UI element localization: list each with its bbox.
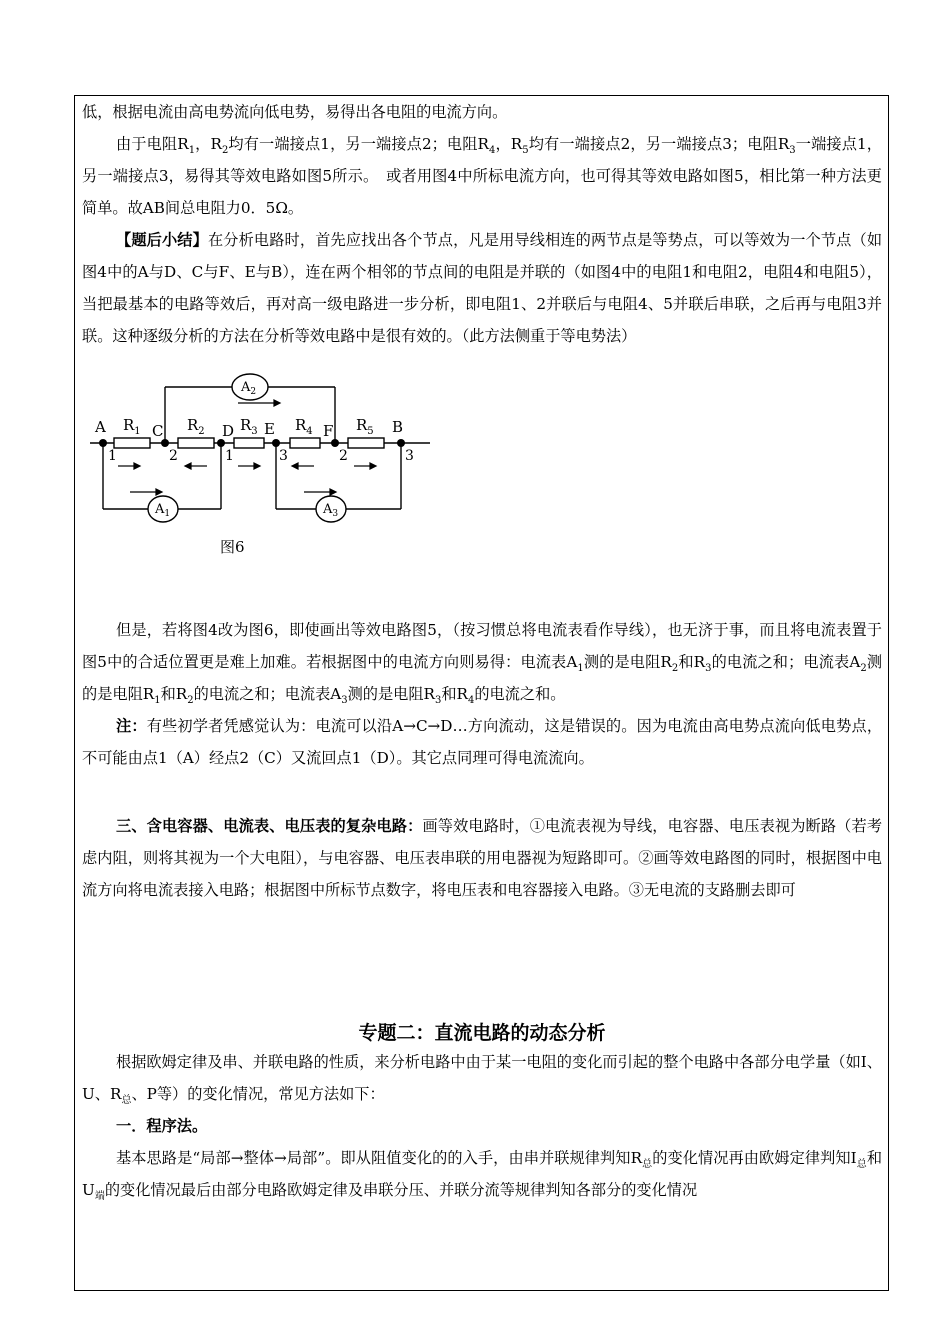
resistor-r5 bbox=[348, 438, 384, 448]
section-three-paragraph: 三、含电容器、电流表、电压表的复杂电路：画等效电路时，①电流表视为导线，电容器、电压表视为断路（若考虑内阻，则将其视为一个大电阻），与电容器、电压表串联的用电器视为短路即可。②画等效电路图的同时，根据图中电流方向将电流表接入电路；根据图中所标节点数字，将电压表和电容器接入电路。③无电流的支路删去即可 bbox=[82, 817, 883, 899]
label-r4: $R_4$ bbox=[295, 416, 313, 437]
node-label-a: A bbox=[95, 418, 106, 436]
method-heading: 一．程序法。 bbox=[116, 1117, 208, 1135]
label-r3: $R_3$ bbox=[240, 416, 258, 437]
point-number: 3 bbox=[279, 448, 288, 464]
document-content bbox=[82, 96, 882, 1206]
point-number: 1 bbox=[225, 448, 234, 464]
point-number: 1 bbox=[108, 448, 117, 464]
paragraph-2: 由于电阻$R_1$，$R_2$均有一端接点1，另一端接点2；电阻$R_4$，$R_5$均有一端接点2，另一端接点3；电阻$R_3$一端接点1，另一端接点3，易得其等效电路如图5所示。 或者用图4中所标电流方向，也可得其等效电路如图5，相比第一种方法更简单。故AB间总电阻力0．5Ω。 bbox=[82, 135, 882, 217]
resistor-r2 bbox=[178, 438, 214, 448]
node-label-b: B bbox=[392, 418, 404, 436]
paragraph-4: 但是，若将图4改为图6，即使画出等效电路图5，（按习惯总将电流表看作导线），也无济于事，而且将电流表置于图5中的合适位置更是难上加难。若根据图中的电流方向则易得：电流表$A_1$测的是电阻$R_2$和$R_3$的电流之和；电流表$A_2$测的是电阻$R_1$和$R_2$的电流之和；电流表$A_3$测的是电阻$R_3$和$R_4$的电流之和。 bbox=[82, 621, 883, 707]
node-label-c: C bbox=[152, 422, 164, 440]
node-label-f: F bbox=[323, 422, 334, 440]
summary-paragraph: 【题后小结】在分析电路时，首先应找出各个节点，凡是用导线相连的两节点是等势点，可以等效为一个节点（如图4中的A与D、C与F、E与B），连在两个相邻的节点间的电阻是并联的（如图4中的电阻1和电阻2，电阻4和电阻5），当把最基本的电路等效后，再对高一级电路进一步分析，即电阻1、2并联后与电阻4、5并联后串联，之后再与电阻3并联。这种逐级分析的方法在分析等效电路中是很有效的。（此方法侧重于等电势法） bbox=[82, 231, 883, 345]
paragraph-7: 根据欧姆定律及串、并联电路的性质，来分析电路中由于某一电阻的变化而引起的整个电路中各部分电学量（如I、U、$R_总$、P等）的变化情况，常见方法如下： bbox=[82, 1053, 882, 1107]
point-number: 2 bbox=[339, 448, 348, 464]
figure-caption: 图6 bbox=[220, 538, 245, 556]
paragraph-1: 低，根据电流由高电势流向低电势，易得出各电阻的电流方向。 bbox=[82, 103, 508, 121]
note-label: 注： bbox=[116, 717, 147, 735]
section-three-heading: 三、含电容器、电流表、电压表的复杂电路： bbox=[116, 817, 423, 835]
paragraph-9: 基本思路是“局部→整体→局部”。即从阻值变化的的入手，由串并联规律判知$R_总$的变化情况再由欧姆定律判知$I_总$和$U_端$的变化情况最后由部分电路欧姆定律及串联分压、并联分流等规律判知各部分的变化情况 bbox=[82, 1149, 883, 1203]
label-a3: $A_3$ bbox=[323, 502, 339, 519]
label-r1: $R_1$ bbox=[123, 416, 141, 437]
node-label-d: D bbox=[222, 422, 235, 440]
node-label-e: E bbox=[264, 420, 275, 438]
resistor-r3 bbox=[234, 438, 264, 448]
label-r5: $R_5$ bbox=[356, 416, 374, 437]
circuit-diagram bbox=[90, 352, 450, 602]
note-paragraph: 注：有些初学者凭感觉认为：电流可以沿A→C→D…方向流动，这是错误的。因为电流由高电势点流向低电势点，不可能由点1（A）经点2（C）又流回点1（D）。其它点同理可得电流流向。 bbox=[82, 717, 883, 767]
label-a1: $A_1$ bbox=[155, 502, 171, 519]
resistor-r1 bbox=[114, 438, 150, 448]
section-title: 专题二：直流电路的动态分析 bbox=[358, 1022, 606, 1044]
point-number: 3 bbox=[405, 448, 414, 464]
resistor-r4 bbox=[290, 438, 320, 448]
point-number: 2 bbox=[169, 448, 178, 464]
summary-label: 【题后小结】 bbox=[116, 231, 208, 249]
label-r2: $R_2$ bbox=[187, 416, 205, 437]
label-a2: $A_2$ bbox=[241, 380, 257, 397]
circuit-figure-6 bbox=[82, 352, 882, 614]
